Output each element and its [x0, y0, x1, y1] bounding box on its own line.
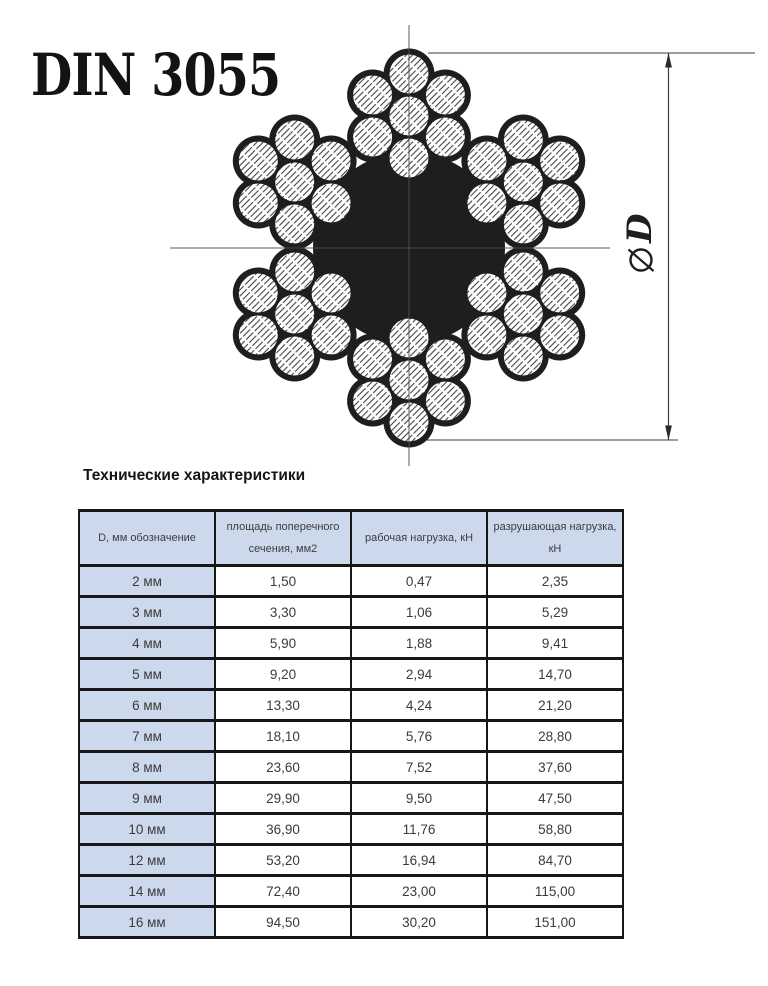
- column-header-working-load: рабочая нагрузка, кН: [351, 511, 487, 566]
- cell-working-load: 0,47: [351, 566, 487, 597]
- wire: [426, 382, 465, 421]
- cell-diameter: 12 мм: [79, 845, 215, 876]
- cell-diameter: 3 мм: [79, 597, 215, 628]
- wire: [504, 121, 543, 160]
- cell-cross-section: 13,30: [215, 690, 351, 721]
- cell-cross-section: 9,20: [215, 659, 351, 690]
- cell-breaking-load: 28,80: [487, 721, 623, 752]
- cell-breaking-load: 84,70: [487, 845, 623, 876]
- cell-breaking-load: 58,80: [487, 814, 623, 845]
- diameter-dimension-label: [620, 213, 660, 271]
- cell-working-load: 11,76: [351, 814, 487, 845]
- wire: [312, 274, 351, 313]
- cell-cross-section: 36,90: [215, 814, 351, 845]
- wire: [275, 163, 314, 202]
- wire: [540, 184, 579, 223]
- cell-diameter: 16 мм: [79, 907, 215, 938]
- wire: [353, 76, 392, 115]
- table-row: [79, 783, 623, 814]
- section-title: Технические характеристики: [83, 467, 306, 484]
- table-row: [79, 659, 623, 690]
- cell-working-load: 23,00: [351, 876, 487, 907]
- table-row: [79, 876, 623, 907]
- cell-working-load: 16,94: [351, 845, 487, 876]
- table-row: [79, 566, 623, 597]
- cell-working-load: 2,94: [351, 659, 487, 690]
- wire: [353, 340, 392, 379]
- column-header-diameter: D, мм обозначение: [79, 511, 215, 566]
- cell-cross-section: 3,30: [215, 597, 351, 628]
- cell-breaking-load: 47,50: [487, 783, 623, 814]
- wire: [467, 274, 506, 313]
- cell-breaking-load: 151,00: [487, 907, 623, 938]
- table-row: [79, 814, 623, 845]
- column-header-cross-section: площадь поперечного сечения, мм2: [215, 511, 351, 566]
- table-header: [79, 511, 623, 566]
- table-row: [79, 907, 623, 938]
- cell-diameter: 2 мм: [79, 566, 215, 597]
- diameter-letter: D: [620, 213, 660, 243]
- table-header-row: [79, 511, 623, 566]
- wire: [312, 142, 351, 181]
- cell-cross-section: 1,50: [215, 566, 351, 597]
- wire: [504, 163, 543, 202]
- cell-cross-section: 53,20: [215, 845, 351, 876]
- table-body: [79, 566, 623, 938]
- wire: [239, 274, 278, 313]
- table-row: [79, 752, 623, 783]
- specifications-table: [78, 509, 624, 939]
- wire: [426, 118, 465, 157]
- cell-cross-section: 72,40: [215, 876, 351, 907]
- wire: [239, 184, 278, 223]
- cell-cross-section: 5,90: [215, 628, 351, 659]
- table-row: [79, 845, 623, 876]
- wire: [353, 118, 392, 157]
- wire: [239, 142, 278, 181]
- cell-diameter: 7 мм: [79, 721, 215, 752]
- wire: [312, 316, 351, 355]
- wire: [540, 316, 579, 355]
- wire: [353, 382, 392, 421]
- cell-diameter: 10 мм: [79, 814, 215, 845]
- cell-diameter: 5 мм: [79, 659, 215, 690]
- cell-breaking-load: 37,60: [487, 752, 623, 783]
- cell-diameter: 4 мм: [79, 628, 215, 659]
- cell-working-load: 5,76: [351, 721, 487, 752]
- cell-cross-section: 23,60: [215, 752, 351, 783]
- cell-breaking-load: 2,35: [487, 566, 623, 597]
- diameter-symbol: [629, 250, 654, 272]
- wire: [275, 337, 314, 376]
- page-title: DIN 3055: [31, 41, 281, 109]
- cell-working-load: 30,20: [351, 907, 487, 938]
- wire: [426, 340, 465, 379]
- wire: [467, 184, 506, 223]
- wire: [275, 121, 314, 160]
- table-row: [79, 690, 623, 721]
- table-row: [79, 721, 623, 752]
- cell-diameter: 6 мм: [79, 690, 215, 721]
- cell-diameter: 14 мм: [79, 876, 215, 907]
- arrow-up-icon: [665, 53, 672, 68]
- cell-working-load: 9,50: [351, 783, 487, 814]
- cell-working-load: 7,52: [351, 752, 487, 783]
- cell-working-load: 1,88: [351, 628, 487, 659]
- wire: [504, 337, 543, 376]
- wire: [275, 253, 314, 292]
- table-row: [79, 628, 623, 659]
- cell-breaking-load: 5,29: [487, 597, 623, 628]
- cell-diameter: 9 мм: [79, 783, 215, 814]
- wire: [275, 205, 314, 244]
- cell-cross-section: 94,50: [215, 907, 351, 938]
- wire: [540, 142, 579, 181]
- cell-cross-section: 18,10: [215, 721, 351, 752]
- wire-rope-technical-drawing: [0, 0, 768, 470]
- cell-cross-section: 29,90: [215, 783, 351, 814]
- cell-working-load: 4,24: [351, 690, 487, 721]
- table-row: [79, 597, 623, 628]
- cell-working-load: 1,06: [351, 597, 487, 628]
- wire: [312, 184, 351, 223]
- cell-breaking-load: 14,70: [487, 659, 623, 690]
- wire: [504, 295, 543, 334]
- wire: [275, 295, 314, 334]
- wire: [504, 205, 543, 244]
- cell-breaking-load: 9,41: [487, 628, 623, 659]
- wire: [540, 274, 579, 313]
- wire: [239, 316, 278, 355]
- column-header-breaking-load: разрушающая нагрузка, кН: [487, 511, 623, 566]
- cell-breaking-load: 115,00: [487, 876, 623, 907]
- cell-breaking-load: 21,20: [487, 690, 623, 721]
- arrow-down-icon: [665, 426, 672, 441]
- wire: [467, 316, 506, 355]
- wire: [504, 253, 543, 292]
- wire: [467, 142, 506, 181]
- wire: [426, 76, 465, 115]
- cell-diameter: 8 мм: [79, 752, 215, 783]
